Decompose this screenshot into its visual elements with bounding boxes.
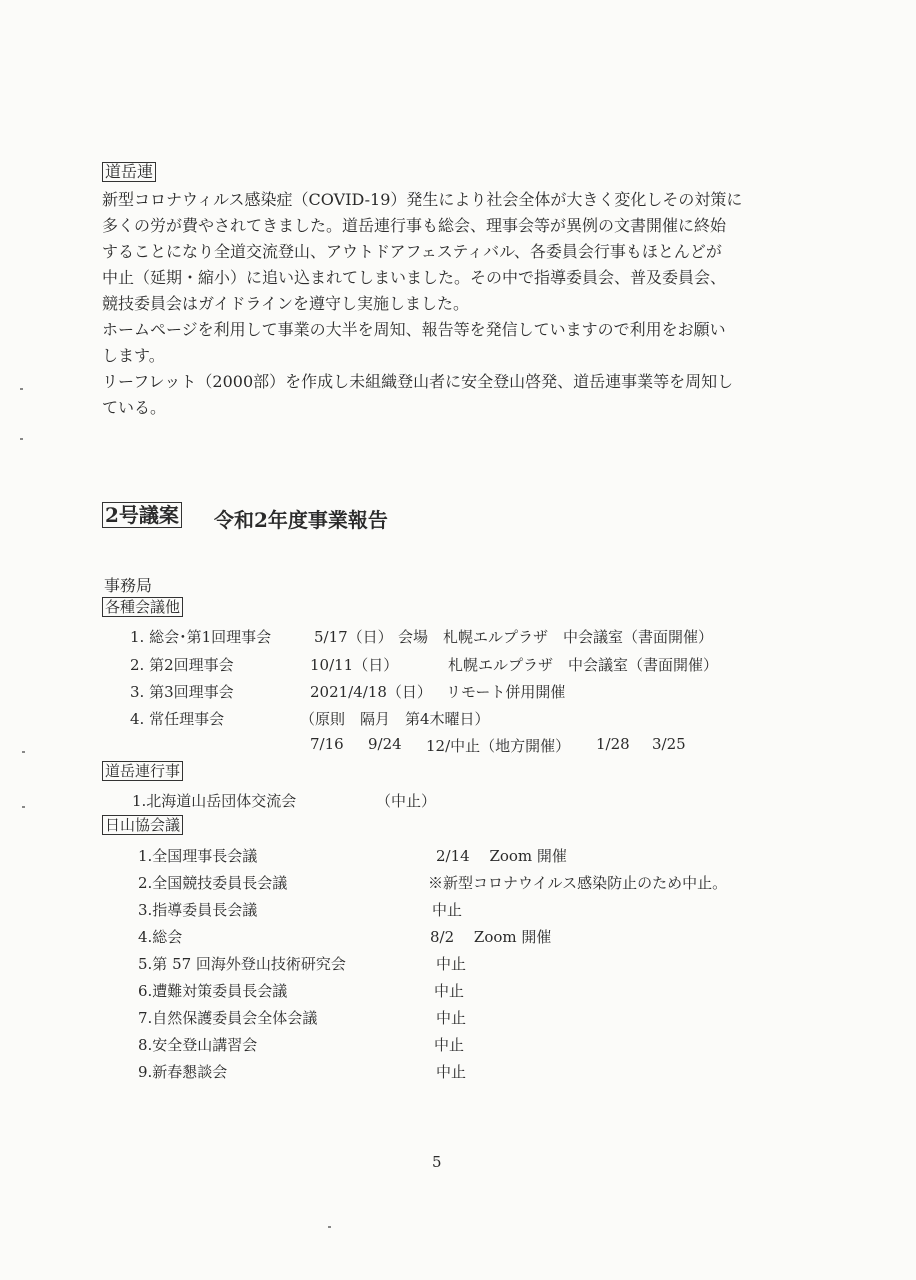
jma-item-status: 中止 <box>434 982 465 1000</box>
meeting-date: 2021/4/18（日） <box>310 683 432 701</box>
meeting-detail: 会場 札幌エルプラザ 中会議室（書面開催） <box>398 628 714 646</box>
jma-item-name: 3.指導委員長会議 <box>138 901 258 919</box>
section2-label: 2号議案 <box>102 502 182 528</box>
section2-title: 令和2年度事業報告 <box>214 508 388 532</box>
office-label: 事務局 <box>104 576 153 595</box>
jma-item-status: 中止 <box>436 955 467 973</box>
intro-line: します。 <box>102 346 165 365</box>
meeting-schedule-date: 9/24 <box>368 735 402 753</box>
meeting-detail: リモート併用開催 <box>446 683 566 701</box>
scan-speck <box>22 751 25 753</box>
jma-item-status: 中止 <box>434 1036 465 1054</box>
scan-speck <box>22 806 25 808</box>
jma-item-name: 7.自然保護委員会全体会議 <box>138 1009 318 1027</box>
section2-header <box>102 503 388 532</box>
meeting-detail: 札幌エルプラザ 中会議室（書面開催） <box>448 656 719 674</box>
meeting-schedule-date: 1/28 <box>596 735 630 753</box>
jma-item-name: 6.遭難対策委員長会議 <box>138 982 288 1000</box>
meeting-date: （原則 隔月 第4木曜日） <box>300 710 490 728</box>
intro-line: リーフレット（2000部）を作成し未組織登山者に安全登山啓発、道岳連事業等を周知し <box>102 372 734 391</box>
jma-item-status: ※新型コロナウイルス感染防止のため中止。 <box>428 874 728 892</box>
jma-item-name: 2.全国競技委員長会議 <box>138 874 288 892</box>
jma-item-status: 2/14 Zoom 開催 <box>436 847 567 865</box>
events-heading: 道岳連行事 <box>102 762 183 780</box>
intro-line: 多くの労が費やされてきました。道岳連行事も総会、理事会等が異例の文書開催に終始 <box>102 216 727 235</box>
jma-item-name: 9.新春懇談会 <box>138 1063 228 1081</box>
intro-line: 中止（延期・縮小）に追い込まれてしまいました。その中で指導委員会、普及委員会、 <box>102 268 727 287</box>
scan-speck <box>20 438 23 440</box>
intro-line: 競技委員会はガイドラインを遵守し実施しました。 <box>102 294 470 313</box>
meeting-date: 5/17（日） <box>314 628 393 646</box>
jma-item-name: 1.全国理事長会議 <box>138 847 258 865</box>
intro-line: ている。 <box>102 398 167 417</box>
meeting-date: 10/11（日） <box>310 656 399 674</box>
intro-line: することになり全道交流登山、アウトドアフェスティバル、各委員会行事もほとんどが <box>102 242 722 261</box>
meeting-name: 2. 第2回理事会 <box>130 656 234 674</box>
event-name: 1.北海道山岳団体交流会 <box>132 792 297 810</box>
meeting-schedule-date: 7/16 <box>310 735 344 753</box>
intro-line: 新型コロナウィルス感染症（COVID-19）発生により社会全体が大きく変化しその対策に <box>102 190 743 209</box>
jma-item-name: 4.総会 <box>138 928 183 946</box>
jma-item-status: 中止 <box>436 1063 467 1081</box>
jma-item-status: 8/2 Zoom 開催 <box>430 928 552 946</box>
intro-line: ホームページを利用して事業の大半を周知、報告等を発信していますので利用をお願い <box>102 320 726 339</box>
meeting-name: 3. 第3回理事会 <box>130 683 234 701</box>
jma-item-name: 8.安全登山講習会 <box>138 1036 258 1054</box>
scan-speck <box>328 1226 331 1228</box>
scan-speck <box>20 388 23 390</box>
meetings-heading: 各種会議他 <box>102 598 183 616</box>
event-status: （中止） <box>376 792 437 810</box>
intro-section <box>102 162 156 182</box>
meeting-schedule-date: 3/25 <box>652 735 686 753</box>
meeting-schedule-date: 12/中止（地方開催） <box>426 737 571 755</box>
jma-item-status: 中止 <box>436 1009 467 1027</box>
jma-item-status: 中止 <box>432 901 463 919</box>
intro-heading: 道岳連 <box>102 162 156 182</box>
meeting-name: 1. 総会･第1回理事会 <box>130 628 272 646</box>
jma-heading: 日山協会議 <box>102 816 183 834</box>
jma-item-name: 5.第 57 回海外登山技術研究会 <box>138 955 346 973</box>
meeting-name: 4. 常任理事会 <box>130 710 225 728</box>
page-number: 5 <box>432 1153 442 1171</box>
